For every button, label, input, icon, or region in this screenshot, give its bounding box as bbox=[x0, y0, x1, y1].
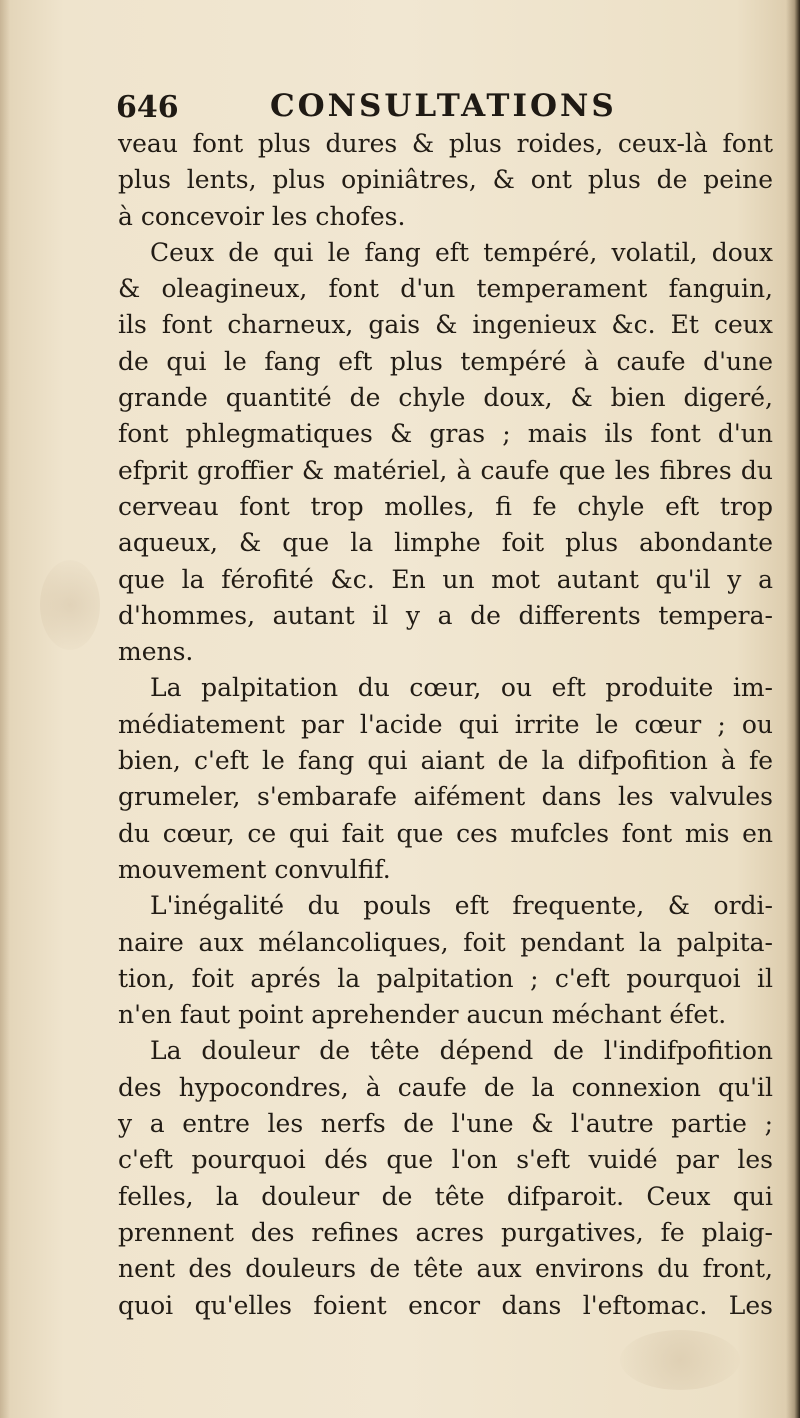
text-line: veau font plus dures & plus roides, ceux-là font bbox=[118, 129, 773, 158]
text-line: de qui le fang eft plus tempéré à caufe d'une bbox=[118, 346, 773, 376]
text-line: & oleagineux, font d'un temperament fanguin, bbox=[118, 274, 773, 304]
text-line: efprit groffier & matériel, à caufe que les fibres du bbox=[118, 455, 773, 485]
paper-stain bbox=[40, 560, 100, 650]
text-line: médiatement par l'acide qui irrite le cœur ; ou bbox=[118, 709, 773, 739]
text-line: n'en faut point aprehender aucun méchant éfet. bbox=[118, 1000, 727, 1030]
text-line: ils font charneux, gais & ingenieux &c. Et ceux bbox=[118, 310, 773, 340]
text-line: La palpitation du cœur, ou eft produite im- bbox=[150, 673, 773, 703]
text-line: tion, foit aprés la palpitation ; c'eft pourquoi il bbox=[118, 963, 773, 993]
text-line: naire aux mélancoliques, foit pendant la palpita- bbox=[118, 927, 773, 957]
page-right-edge bbox=[786, 0, 800, 1418]
text-line: à concevoir les chofes. bbox=[118, 201, 406, 231]
text-line: grumeler, s'embarafe aifément dans les valvules bbox=[118, 782, 773, 812]
text-line: c'eft pourquoi dés que l'on s'eft vuidé par les bbox=[118, 1145, 773, 1175]
text-line: y a entre les nerfs de l'une & l'autre partie ; bbox=[118, 1109, 773, 1139]
text-line: aqueux, & que la limphe foit plus abondante bbox=[118, 528, 773, 558]
running-head: CONSULTATIONS bbox=[270, 88, 617, 124]
text-line: mens. bbox=[118, 637, 194, 667]
text-line: que la férofité &c. En un mot autant qu'il y a bbox=[118, 564, 773, 594]
text-line: nent des douleurs de tête aux environs du front, bbox=[118, 1254, 773, 1284]
text-line: du cœur, ce qui fait que ces mufcles font mis en bbox=[118, 818, 773, 848]
text-line: d'hommes, autant il y a de differents tempera- bbox=[118, 600, 773, 630]
paper-stain bbox=[620, 1330, 740, 1390]
text-line: felles, la douleur de tête difparoit. Ceux qui bbox=[118, 1181, 773, 1211]
text-line: font phlegmatiques & gras ; mais ils font d'un bbox=[118, 419, 773, 449]
text-line: quoi qu'elles foient encor dans l'eftomac. Les bbox=[118, 1290, 773, 1320]
body-text bbox=[118, 126, 773, 1324]
page-left-edge bbox=[0, 0, 10, 1418]
text-line: plus lents, plus opiniâtres, & ont plus de peine bbox=[118, 165, 773, 195]
text-line: La douleur de tête dépend de l'indifpofition bbox=[150, 1036, 773, 1066]
page-number: 646 bbox=[116, 90, 179, 125]
text-line: L'inégalité du pouls eft frequente, & ordi- bbox=[150, 891, 773, 921]
text-line: bien, c'eft le fang qui aiant de la difpofition à fe bbox=[118, 746, 773, 776]
text-line: prennent des refines acres purgatives, fe plaig- bbox=[118, 1217, 773, 1247]
text-line: grande quantité de chyle doux, & bien digeré, bbox=[118, 383, 773, 413]
page-header bbox=[112, 84, 772, 130]
text-line: cerveau font trop molles, fi fe chyle eft trop bbox=[118, 491, 773, 521]
text-line: mouvement convulfif. bbox=[118, 854, 391, 884]
text-line: Ceux de qui le fang eft tempéré, volatil, doux bbox=[150, 237, 773, 267]
text-line: des hypocondres, à caufe de la connexion qu'il bbox=[118, 1072, 773, 1102]
